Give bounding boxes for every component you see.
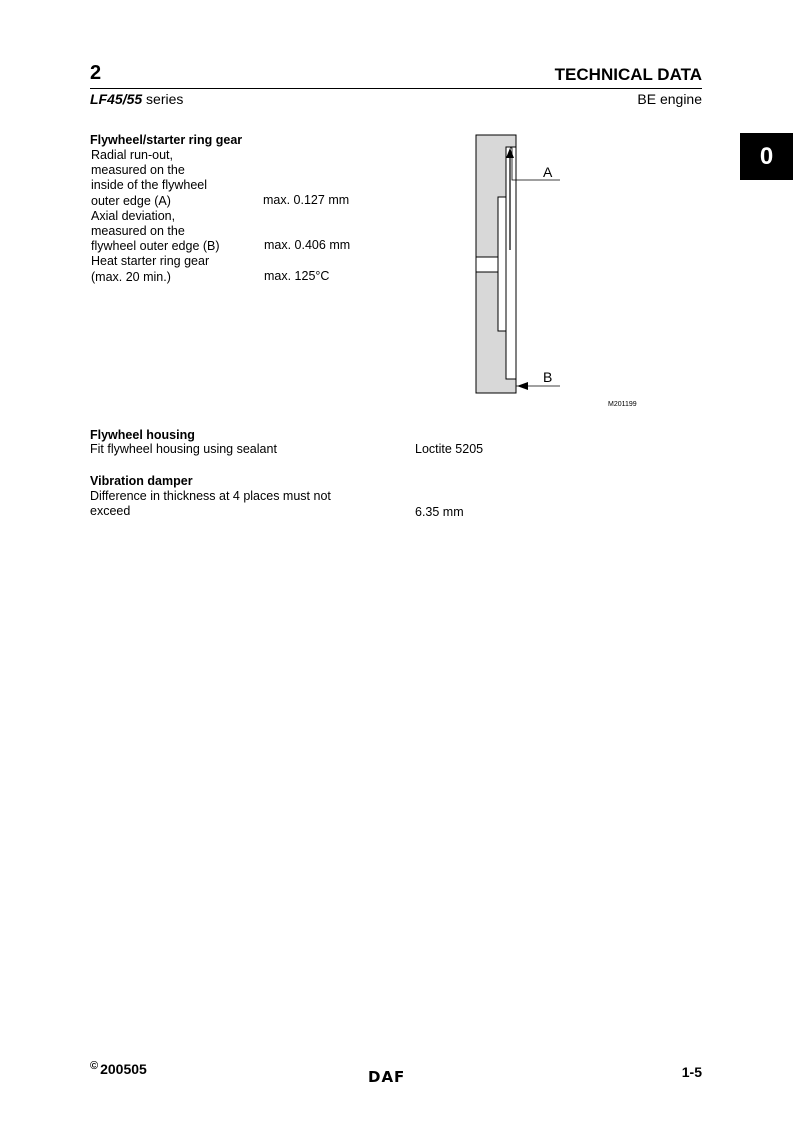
spec-line: Heat starter ring gear [91,254,210,269]
page-number: 1-5 [681,1064,702,1080]
series-model: LF45/55 [90,91,143,107]
spec-line: inside of the flywheel [91,178,208,193]
heat-temperature-value: max. 125°C [264,269,330,283]
series-suffix: series [142,91,184,107]
spec-line: (max. 20 min.) [91,269,171,284]
flywheel-section-title: Flywheel/starter ring gear [90,133,243,147]
spec-line: outer edge (A) [91,193,171,208]
housing-spec-line: Fit flywheel housing using sealant [90,442,277,456]
footer-date: 200505 [100,1061,147,1077]
housing-section-title: Flywheel housing [90,428,195,442]
series-label [90,91,183,107]
flywheel-spec-lines [91,148,220,285]
label-a: A [543,164,553,180]
housing-sealant-value: Loctite 5205 [415,442,484,456]
spec-line: Axial deviation, [91,208,176,223]
chapter-tab: 0 [740,133,793,180]
flywheel-recess [498,197,506,331]
axial-deviation-value: max. 0.406 mm [264,238,351,252]
daf-logo: DAF [368,1068,406,1086]
header-divider [90,88,702,89]
engine-label: BE engine [637,91,702,107]
radial-runout-value: max. 0.127 mm [263,193,350,207]
leader-line-a [510,148,560,180]
damper-thickness-value: 6.35 mm [415,505,464,519]
figure-code: M201199 [608,401,637,408]
flywheel-diagram [470,130,590,400]
spec-line: Radial run-out, [91,148,173,162]
damper-spec-line: exceed [90,504,131,518]
flywheel-bore [476,257,498,272]
damper-spec-line: Difference in thickness at 4 places must not [90,489,331,503]
damper-section-title: Vibration damper [90,474,193,488]
spec-line: flywheel outer edge (B) [91,239,220,254]
arrow-b-head [517,382,528,390]
spec-line: measured on the [91,163,185,178]
spec-line: measured on the [91,224,185,239]
page-title: TECHNICAL DATA [554,65,702,84]
label-b: B [543,369,553,385]
footer-copyright [90,1060,147,1077]
section-number: 2 [90,62,102,84]
flywheel-outer-edge [506,147,516,379]
copyright-symbol: © [90,1060,99,1072]
